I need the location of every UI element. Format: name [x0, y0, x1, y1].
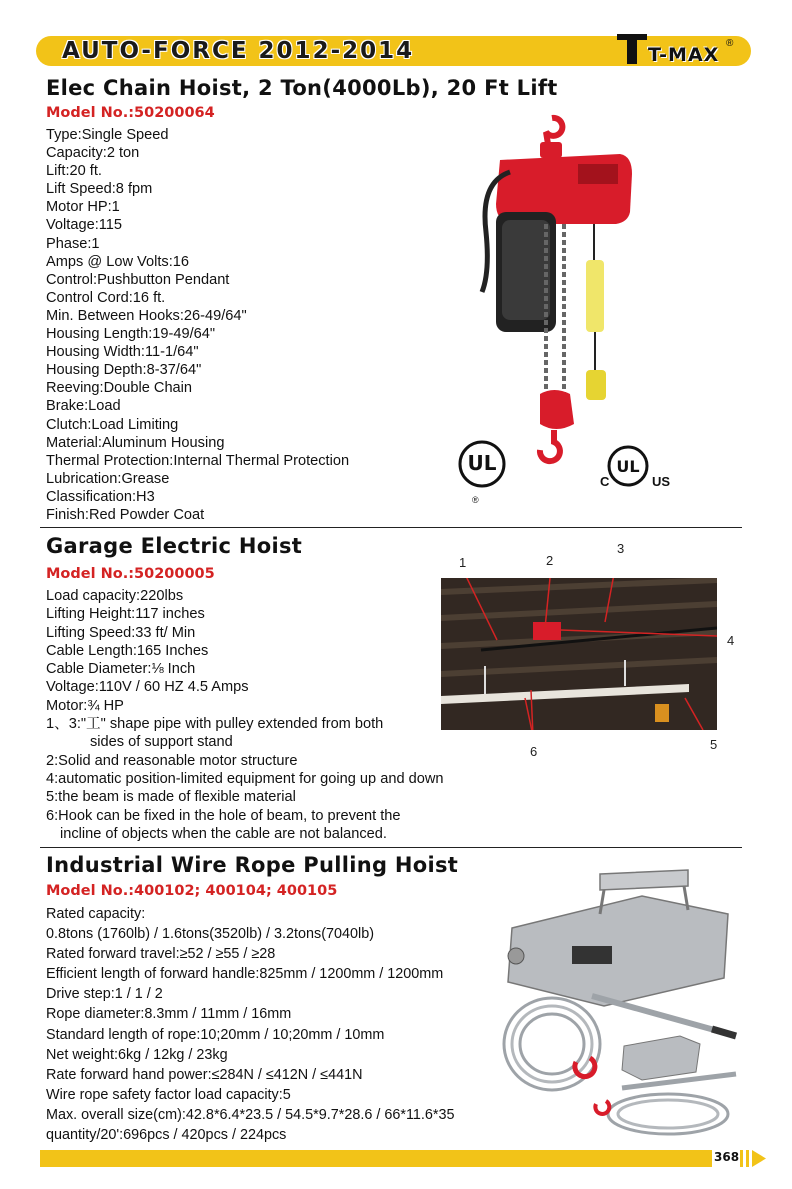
cul-us-label: US	[652, 474, 671, 489]
spec-item: Lubrication:Grease	[46, 470, 170, 487]
spec-item: Drive step:1 / 1 / 2	[46, 986, 163, 1003]
model-number-wire-rope-hoist: Model No.:400102; 400104; 400105	[46, 883, 338, 899]
wire-rope-hoist-image	[492, 866, 750, 1146]
spec-item: 5:the beam is made of flexible material	[46, 789, 296, 806]
spec-item: Efficient length of forward handle:825mm / 1200mm / 1200mm	[46, 966, 444, 983]
callout-2: 2	[546, 553, 554, 568]
spec-item: Voltage:110V / 60 HZ 4.5 Amps	[46, 679, 249, 696]
section-divider	[40, 527, 742, 528]
spec-item: Amps @ Low Volts:16	[46, 253, 189, 270]
spec-list-garage-hoist	[46, 587, 444, 843]
section-title-garage-hoist: Garage Electric Hoist	[46, 534, 303, 558]
spec-item: Voltage:115	[46, 217, 123, 234]
registered-mark: ®	[726, 38, 734, 49]
spec-item: Lift Speed:8 fpm	[46, 181, 153, 198]
spec-list-wire-rope-hoist	[46, 904, 455, 1145]
spec-item: 6:Hook can be fixed in the hole of beam, to prevent the	[46, 807, 401, 824]
callout-5: 5	[710, 737, 718, 752]
spec-item: Lift:20 ft.	[46, 163, 102, 180]
spec-item: sides of support stand	[90, 734, 233, 751]
callout-4: 4	[727, 633, 735, 648]
callout-3: 3	[617, 541, 625, 556]
spec-item: Lifting Speed:33 ft/ Min	[46, 624, 196, 641]
spec-item: Cable Length:165 Inches	[46, 642, 209, 659]
spec-item: Rated forward travel:≥52 / ≥55 / ≥28	[46, 946, 276, 963]
spec-item: Max. overall size(cm):42.8*6.4*23.5 / 54.5*9.7*28.6 / 66*11.6*35	[46, 1106, 455, 1123]
spec-item: 4:automatic position-limited equipment for going up and down	[46, 770, 444, 787]
spec-item: Rope diameter:8.3mm / 11mm / 16mm	[46, 1006, 292, 1023]
spec-item: Housing Width:11-1/64"	[46, 344, 199, 361]
spec-item: Material:Aluminum Housing	[46, 434, 225, 451]
page-number: 368	[714, 1150, 740, 1164]
callout-6: 6	[530, 744, 538, 759]
spec-item: Load capacity:220lbs	[46, 588, 184, 604]
spec-item: 0.8tons (1760lb) / 1.6tons(3520lb) / 3.2tons(7040lb)	[46, 926, 374, 943]
spec-item: Reeving:Double Chain	[46, 380, 193, 397]
spec-item: Net weight:6kg / 12kg / 23kg	[46, 1046, 228, 1063]
chain-hoist-image	[470, 112, 640, 472]
spec-list-chain-hoist	[46, 126, 349, 524]
spec-item: Housing Length:19-49/64"	[46, 326, 216, 343]
garage-hoist-image	[441, 578, 717, 730]
model-number-garage-hoist: Model No.:50200005	[46, 566, 215, 582]
spec-item: Rated capacity:	[46, 906, 146, 922]
spec-item: Min. Between Hooks:26-49/64"	[46, 307, 247, 324]
section-title-chain-hoist: Elec Chain Hoist, 2 Ton(4000Lb), 20 Ft Lift	[46, 76, 558, 100]
section-title-wire-rope-hoist: Industrial Wire Rope Pulling Hoist	[46, 853, 459, 877]
spec-item: Capacity:2 ton	[46, 145, 140, 162]
spec-item: Control:Pushbutton Pendant	[46, 271, 230, 288]
ul-certification-icon	[456, 438, 508, 490]
spec-item: Finish:Red Powder Coat	[46, 506, 205, 523]
cul-c-label: C	[600, 474, 610, 489]
spec-item: Classification:H3	[46, 488, 155, 505]
spec-item: Brake:Load	[46, 398, 121, 415]
spec-item: Thermal Protection:Internal Thermal Protection	[46, 452, 350, 469]
svg-text:UL: UL	[467, 451, 497, 475]
spec-item: Phase:1	[46, 235, 100, 252]
spec-item: 2:Solid and reasonable motor structure	[46, 752, 298, 769]
spec-item: Control Cord:16 ft.	[46, 289, 166, 306]
next-arrow-icon	[740, 1149, 768, 1168]
spec-item: Type:Single Speed	[46, 127, 169, 143]
spec-item: Housing Depth:8-37/64"	[46, 362, 202, 379]
spec-item: Lifting Height:117 inches	[46, 606, 205, 623]
footer-bar	[40, 1150, 712, 1167]
spec-item: Cable Diameter:⅛ Inch	[46, 661, 196, 678]
catalog-title: AUTO-FORCE 2012-2014	[62, 38, 415, 64]
spec-item: Motor HP:1	[46, 199, 120, 216]
brand-name: T-MAX	[648, 44, 720, 66]
spec-item: 1、3:"工" shape pipe with pulley extended from both	[46, 716, 384, 733]
spec-item: Wire rope safety factor load capacity:5	[46, 1086, 291, 1103]
model-number-chain-hoist: Model No.:50200064	[46, 105, 215, 121]
section-divider	[40, 847, 742, 848]
svg-text:UL: UL	[616, 457, 640, 476]
ul-registered-mark: ®	[472, 495, 479, 505]
spec-item: quantity/20':696pcs / 420pcs / 224pcs	[46, 1127, 287, 1144]
spec-item: incline of objects when the cable are not balanced.	[60, 825, 387, 842]
callout-1: 1	[459, 555, 467, 570]
spec-item: Rate forward hand power:≤284N / ≤412N / ≤441N	[46, 1066, 363, 1083]
spec-item: Standard length of rope:10;20mm / 10;20mm / 10mm	[46, 1026, 385, 1043]
spec-item: Motor:¾ HP	[46, 697, 124, 714]
spec-item: Clutch:Load Limiting	[46, 416, 179, 433]
